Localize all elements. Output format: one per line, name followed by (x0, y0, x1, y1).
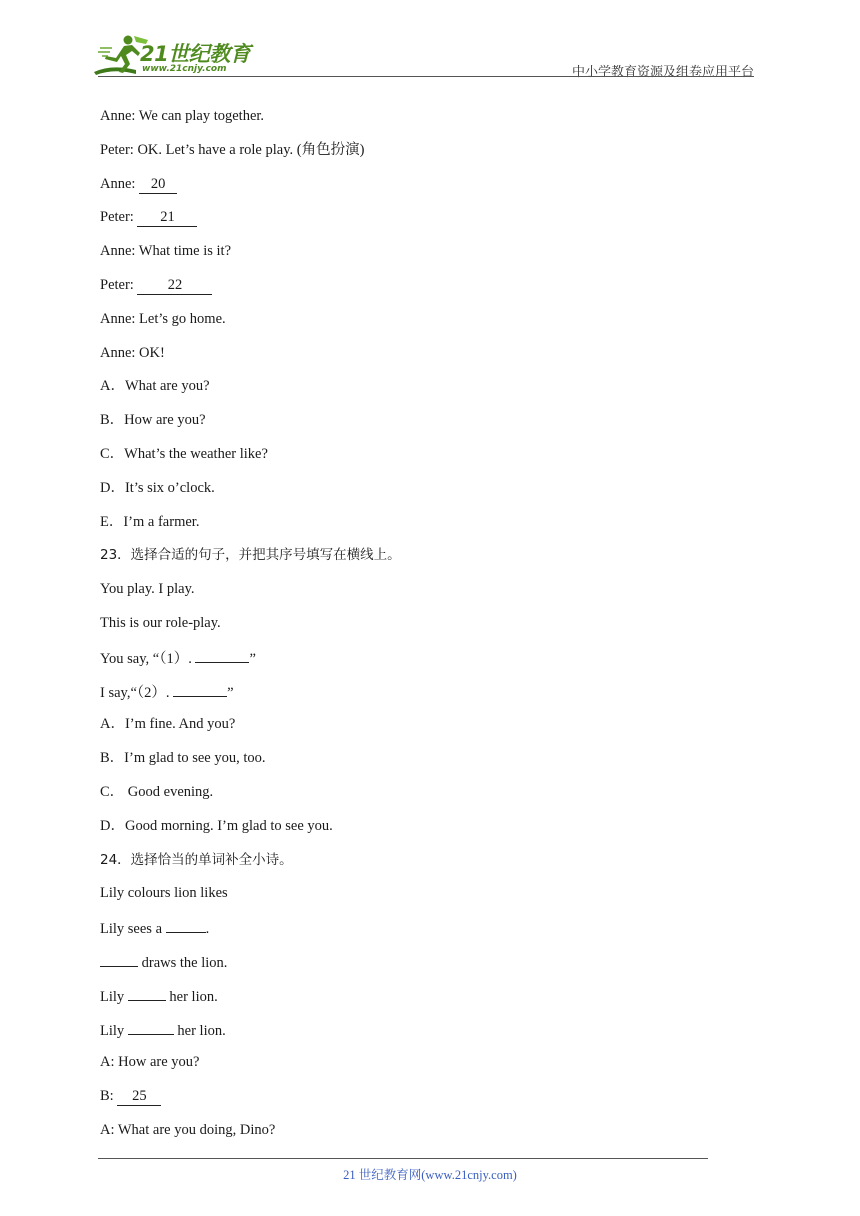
line-text: D．It’s six o’clock. (100, 479, 215, 496)
text-line (100, 442, 760, 476)
text-line (100, 1017, 760, 1051)
text-line (100, 239, 760, 273)
line-text: A．What are you? (100, 378, 210, 395)
line-text: 24．选择恰当的单词补全小诗。 (100, 851, 293, 868)
text-line (100, 983, 760, 1017)
footer-divider (98, 1158, 708, 1159)
line-text-after-blank: her lion. (173, 1022, 226, 1039)
text-line (100, 611, 760, 645)
text-line (100, 1084, 760, 1118)
answer-blank[interactable] (128, 983, 166, 1001)
line-text: C．What’s the weather like? (100, 445, 268, 462)
line-text-after-blank: ” (249, 650, 256, 667)
text-line (100, 408, 760, 442)
line-text: B: (100, 1088, 118, 1105)
line-text-after-blank: . (205, 921, 210, 938)
text-line (100, 341, 760, 375)
logo-url: www.21cnjy.com (142, 64, 227, 74)
header-divider (98, 76, 754, 77)
text-line (100, 679, 760, 713)
text-line (100, 138, 760, 172)
line-text: Anne: We can play together. (100, 108, 265, 124)
line-text: You say, “（1）. (100, 650, 196, 667)
line-text: You play. I play. (100, 581, 195, 598)
line-text: Anne: (100, 175, 140, 192)
text-line (100, 205, 760, 239)
line-text: Peter: (100, 209, 138, 226)
line-text: Anne: Let’s go home. (100, 310, 226, 327)
line-text: Peter: OK. Let’s have a role play. (角色扮演) (100, 141, 365, 158)
text-line (100, 172, 760, 206)
line-text: Lily sees a (100, 921, 166, 938)
answer-blank[interactable]: 21 (137, 209, 197, 227)
line-text: B．How are you? (100, 412, 206, 429)
answer-blank[interactable] (195, 645, 249, 663)
line-text: A: What are you doing, Dino? (100, 1121, 276, 1138)
answer-blank[interactable]: 20 (139, 176, 177, 194)
line-text: Anne: What time is it? (100, 243, 232, 260)
text-line (100, 510, 760, 544)
text-line (100, 848, 760, 882)
line-text: D．Good morning. I’m glad to see you. (100, 817, 333, 834)
text-line (100, 1050, 760, 1084)
logo-wordmark: 21世纪教育 (140, 42, 251, 66)
answer-blank[interactable] (173, 679, 227, 697)
text-line (100, 645, 760, 679)
line-text: Peter: (100, 276, 138, 293)
answer-blank[interactable] (128, 1017, 174, 1035)
line-text: A: How are you? (100, 1054, 200, 1071)
line-text: 23．选择合适的句子，并把其序号填写在横线上。 (100, 547, 401, 564)
footer-site-link[interactable]: 21 世纪教育网(www.21cnjy.com) (343, 1168, 517, 1182)
line-text: Lily (100, 1022, 128, 1039)
text-line (100, 881, 760, 915)
answer-blank[interactable]: 22 (137, 277, 212, 295)
line-text: I say,“（2）. (100, 684, 174, 701)
line-text: C． Good evening. (100, 783, 214, 800)
line-text: Lily (100, 988, 128, 1005)
answer-blank[interactable] (100, 949, 138, 967)
text-line (100, 307, 760, 341)
text-line (100, 949, 760, 983)
header-platform-title: 中小学教育资源及组卷应用平台 (571, 65, 754, 80)
text-line (100, 374, 760, 408)
text-line (100, 814, 760, 848)
line-text: E．I’m a farmer. (100, 513, 200, 530)
line-text: This is our role-play. (100, 614, 221, 631)
line-text: Lily colours lion likes (100, 885, 228, 902)
text-line (100, 476, 760, 510)
page-header (0, 0, 860, 80)
text-line (100, 780, 760, 814)
line-text: Anne: OK! (100, 344, 165, 361)
line-text-after-blank: draws the lion. (138, 954, 228, 971)
text-line (100, 104, 760, 138)
line-text-after-blank: ” (227, 684, 234, 701)
text-line (100, 915, 760, 949)
text-line (100, 543, 760, 577)
answer-blank[interactable]: 25 (117, 1088, 161, 1106)
text-line (100, 746, 760, 780)
line-text: A．I’m fine. And you? (100, 716, 236, 733)
document-body (100, 104, 760, 1152)
answer-blank[interactable] (166, 915, 206, 933)
text-line (100, 712, 760, 746)
site-logo[interactable] (92, 34, 262, 78)
text-line (100, 577, 760, 611)
line-text: B．I’m glad to see you, too. (100, 750, 266, 767)
line-text-after-blank: her lion. (165, 988, 218, 1005)
text-line (100, 273, 760, 307)
text-line (100, 1118, 760, 1152)
